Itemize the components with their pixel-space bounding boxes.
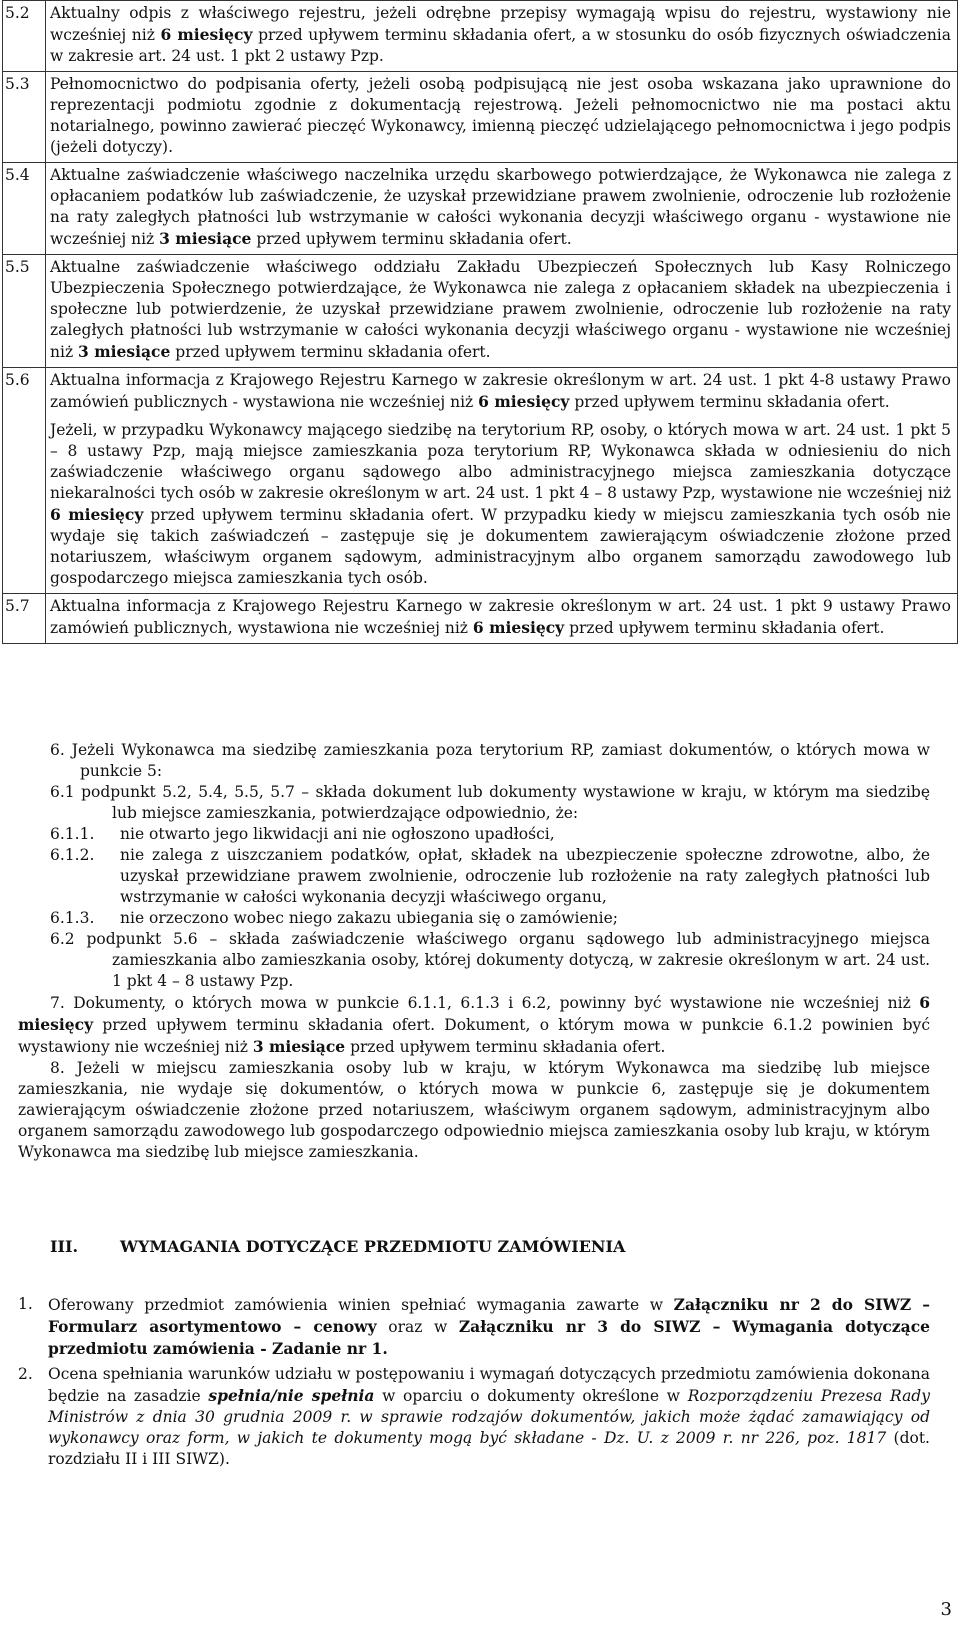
section-6-intro-wrap (18, 740, 930, 782)
table-row (3, 594, 958, 644)
row-number: 5.2 (3, 1, 46, 72)
subpoint-text: nie otwarto jego likwidacji ani nie ogłoszono upadłości, (120, 825, 555, 843)
row-paragraph: Aktualny odpis z właściwego rejestru, jeżeli odrębne przepisy wymagają wpisu do rejestru, wystawiony nie wcześniej niż 6 miesięcy przed upływem terminu składania ofert, a w stosunku do osób fizycznych oświadczenia w zakresie art. 24 ust. 1 pkt 2 ustawy Pzp. (50, 4, 952, 65)
row-number: 5.5 (3, 255, 46, 368)
row-text (46, 72, 958, 163)
table-row (3, 72, 958, 163)
list-item (18, 1294, 930, 1360)
row-number: 5.7 (3, 594, 46, 644)
row-text (46, 368, 958, 594)
row-paragraph: Aktualne zaświadczenie właściwego oddziału Zakładu Ubezpieczeń Społecznych lub Kasy Rolniczego Ubezpieczenia Społecznego potwierdzające, że Wykonawca nie zalega z opłacaniem składek na ubezpieczenia i społeczne lub potwierdzenie, że uzyskał przewidziane prawem zwolnienie, odroczenie lub rozłożenie na raty zaległych płatności lub wstrzymanie w całości wykonania decyzji właściwego organu - wystawione nie wcześniej niż 3 miesiące przed upływem terminu składania ofert. (50, 258, 951, 361)
subpoint-label: 6.1.2. (50, 846, 95, 864)
section-heading-title: WYMAGANIA DOTYCZĄCE PRZEDMIOTU ZAMÓWIENIA (120, 1237, 626, 1256)
subpoint-text: nie orzeczono wobec niego zakazu ubiegania się o zamówienie; (120, 909, 618, 927)
subpoint-label: 6.1.1. (50, 825, 95, 843)
row-paragraph: Jeżeli, w przypadku Wykonawcy mającego siedzibę na terytorium RP, osoby, o których mowa w art. 24 ust. 1 pkt 5 – 8 ustawy Pzp, mają miejsce zamieszkania poza terytorium RP, Wykonawca składa w odniesieniu do nich zaświadczenie właściwego organu sądowego albo administracyjnego miejsca zamieszkania dotyczące niekaralności tych osób w zakresie określonym w art. 24 ust. 1 pkt 4 – 8 ustawy Pzp, wystawione nie wcześniej niż 6 miesięcy przed upływem terminu składania ofert. W przypadku kiedy w miejscu zamieszkania tych osób nie wydaje się takich zaświadczeń – zastępuje się je dokumentem zawierającym oświadczenie złożone przed notariuszem, właściwym organem sądowym, administracyjnym albo organem samorządu zawodowego lub gospodarczego miejsca zamieszkania tych osób. (50, 421, 951, 587)
row-paragraph: Aktualna informacja z Krajowego Rejestru Karnego w zakresie określonym w art. 24 ust. 1 pkt 9 ustawy Prawo zamówień publicznych, wystawiona nie wcześniej niż 6 miesięcy przed upływem terminu składania ofert. (50, 597, 951, 637)
list-item (18, 1364, 930, 1470)
row-text (46, 1, 958, 72)
table-row (3, 163, 958, 255)
row-paragraph: Aktualne zaświadczenie właściwego naczelnika urzędu skarbowego potwierdzające, że Wykonawca nie zalega z opłacaniem podatków lub zaświadczenie, że uzyskał przewidziane prawem zwolnienie, odroczenie lub rozłożenie na raty zaległych płatności lub wstrzymanie w całości wykonania decyzji właściwego organu - wystawione nie wcześniej niż 3 miesiące przed upływem terminu składania ofert. (50, 166, 951, 248)
section-6-intro: 6. Jeżeli Wykonawca ma siedzibę zamieszkania poza terytorium RP, zamiast dokumentów, o których mowa w punkcie 5: (50, 741, 930, 780)
row-number: 5.3 (3, 72, 46, 163)
subpoint-6-1-1 (50, 824, 930, 845)
subpoint-6-1-2 (50, 845, 930, 908)
subpoint-text: nie zalega z uiszczaniem podatków, opłat, składek na ubezpieczenie społeczne zdrowotne, albo, że uzyskał przewidziane prawem zwolnienie, odroczenie lub rozłożenie na raty zaległych płatności lub wstrzymanie w całości wykonania decyzji właściwego organu, (120, 846, 930, 906)
page-number: 3 (940, 1599, 952, 1620)
point-8: 8. Jeżeli w miejscu zamieszkania osoby lub w kraju, w którym Wykonawca ma siedzibę lub miejsce zamieszkania, nie wydaje się dokumentów, o których mowa w punkcie 6, zastępuje się je dokumentem zawierającym oświadczenie złożone przed notariuszem, właściwym organem sądowym, administracyjnym albo organem samorządu zawodowego lub gospodarczego odpowiednio miejsca zamieszkania osoby lub kraju, w którym Wykonawca ma siedzibę lub miejsce zamieszkania. (18, 1059, 930, 1161)
row-text (46, 255, 958, 368)
subpoint-label: 6.1.3. (50, 909, 95, 927)
list-item-text: Oferowany przedmiot zamówienia winien spełniać wymagania zawarte w Załączniku nr 2 do SIWZ – Formularz asortymentowo – cenowy oraz w Załączniku nr 3 do SIWZ – Wymagania dotyczące przedmiotu zamówienia - Zadanie nr 1. (48, 1295, 930, 1358)
row-paragraph: Aktualna informacja z Krajowego Rejestru Karnego w zakresie określonym w art. 24 ust. 1 pkt 4-8 ustawy Prawo zamówień publicznych - wystawiona nie wcześniej niż 6 miesięcy przed upływem terminu składania ofert. (50, 371, 951, 411)
requirements-table (2, 0, 958, 644)
section-6 (18, 740, 930, 1163)
subpoint-6-1-3 (50, 908, 930, 929)
requirements-list (18, 1294, 930, 1470)
row-text (46, 594, 958, 644)
point-6-1: 6.1 podpunkt 5.2, 5.4, 5.5, 5.7 – składa dokument lub dokumenty wystawione w kraju, w którym ma siedzibę lub miejsce zamieszkania, potwierdzające odpowiednio, że: (50, 783, 930, 822)
table-row (3, 255, 958, 368)
list-item-text: Ocena spełniania warunków udziału w postępowaniu i wymagań dotyczących przedmiotu zamówienia dokonana będzie na zasadzie spełnia/nie spełnia w oparciu o dokumenty określone w Rozporządzeniu Prezesa Rady Ministrów z dnia 30 grudnia 2009 r. w sprawie rodzajów dokumentów, jakich może żądać zamawiający od wykonawcy oraz form, w jakich te dokumenty mogą być składane - Dz. U. z 2009 r. nr 226, poz. 1817 (dot. rozdziału II i III SIWZ). (48, 1365, 930, 1468)
section-heading (50, 1236, 625, 1257)
list-item-number: 2. (18, 1365, 33, 1383)
row-text (46, 163, 958, 255)
row-number: 5.4 (3, 163, 46, 255)
section-heading-number: III. (50, 1237, 79, 1256)
row-number: 5.6 (3, 368, 46, 594)
list-item-number: 1. (18, 1295, 33, 1313)
row-paragraph: Pełnomocnictwo do podpisania oferty, jeżeli osobą podpisującą nie jest osoba wskazana jako uprawnione do reprezentacji podmiotu zgodnie z dokumentacją rejestrową. Jeżeli pełnomocnictwo nie ma postaci aktu notarialnego, powinno zawierać pieczęć Wykonawcy, imienną pieczęć udzielającego pełnomocnictwa i jego podpis (jeżeli dotyczy). (50, 75, 951, 156)
point-6-2: 6.2 podpunkt 5.6 – składa zaświadczenie właściwego organu sądowego lub administracyjnego miejsca zamieszkania albo zamieszkania osoby, której dokumenty dotyczą, w zakresie określonym w art. 24 ust. 1 pkt 4 – 8 ustawy Pzp. (50, 930, 930, 990)
point-7: 7. Dokumenty, o których mowa w punkcie 6.1.1, 6.1.3 i 6.2, powinny być wystawione nie wcześniej niż 6 miesięcy przed upływem terminu składania ofert. Dokument, o którym mowa w punkcie 6.1.2 powinien być wystawiony nie wcześniej niż 3 miesiące przed upływem terminu składania ofert. (18, 993, 930, 1056)
table-row (3, 368, 958, 594)
table-row (3, 1, 958, 72)
